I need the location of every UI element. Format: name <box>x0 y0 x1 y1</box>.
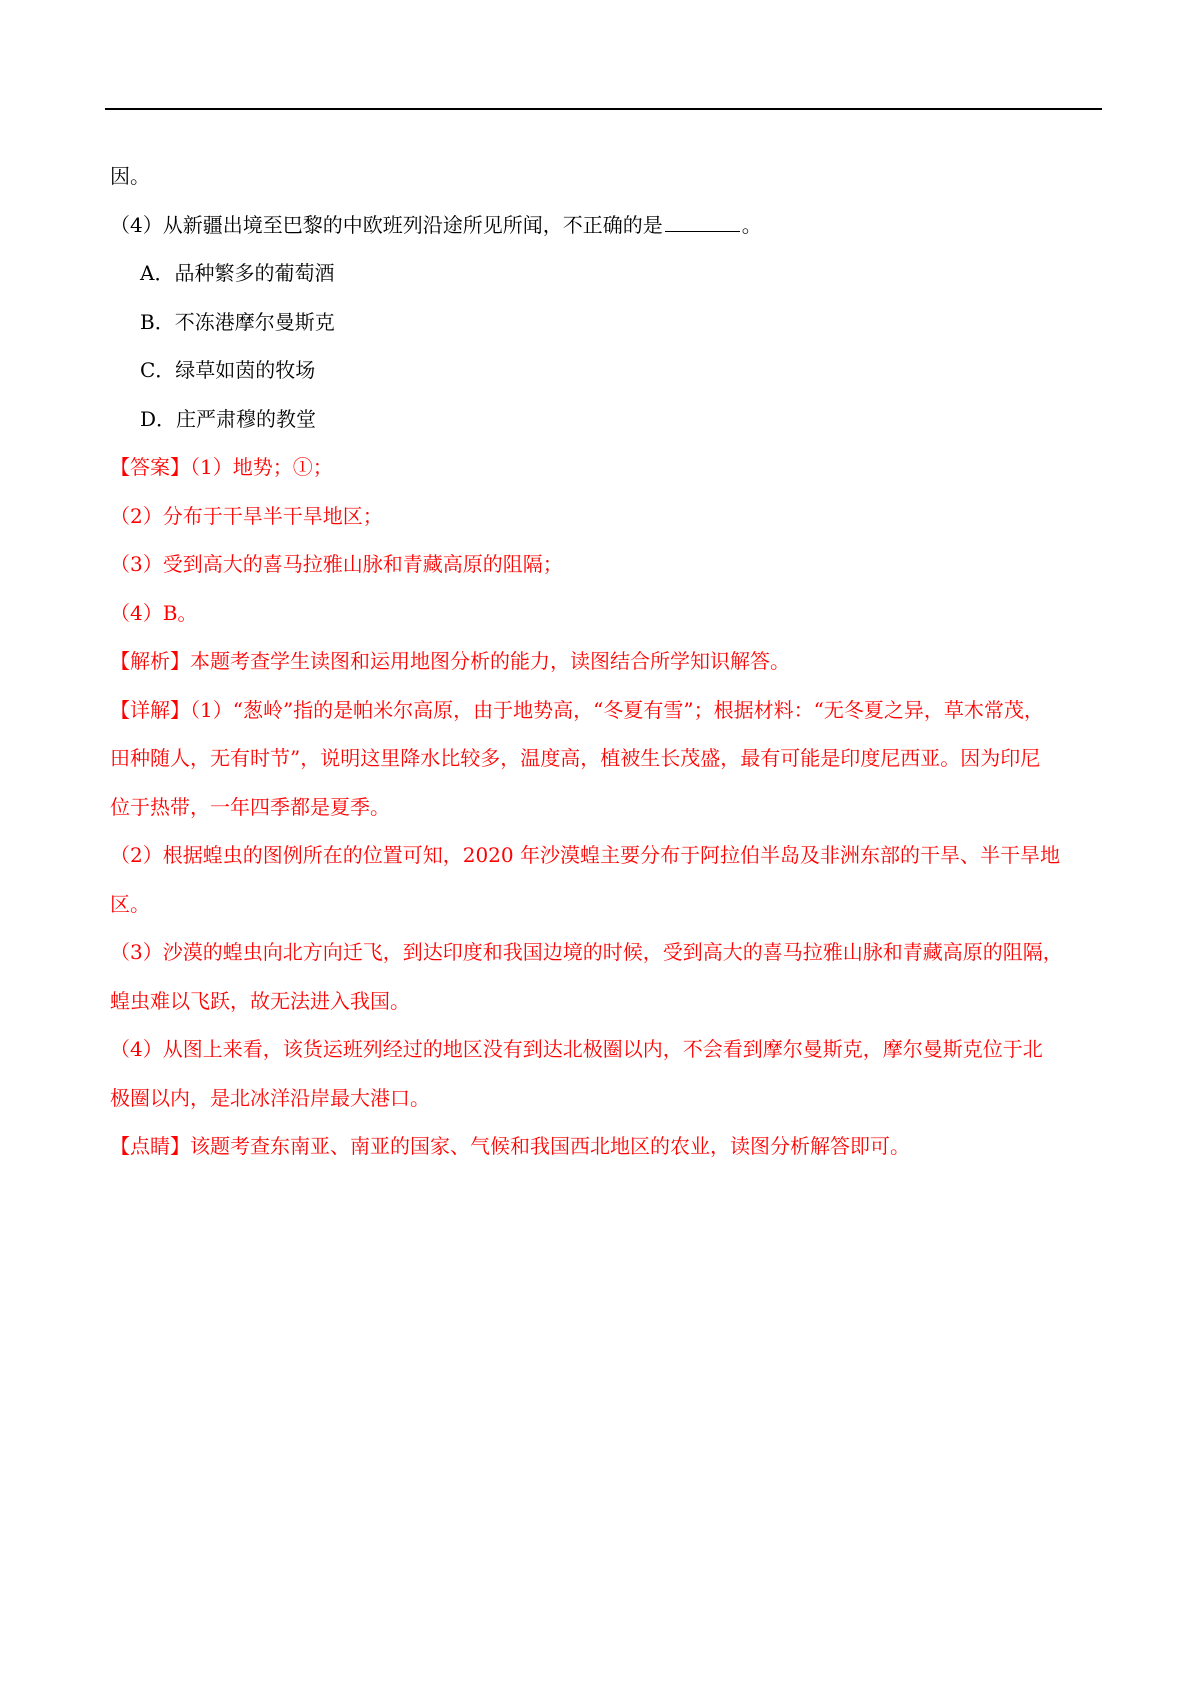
detail-line-8: （4）从图上来看，该货运班列经过的地区没有到达北极圈以内，不会看到摩尔曼斯克，摩尔曼斯克位于北 <box>110 1037 1043 1061</box>
comment-text: 该题考查东南亚、南亚的国家、气候和我国西北地区的农业，读图分析解答即可。 <box>190 1134 910 1158</box>
detail-text-1: （1）“葱岭”指的是帕米尔高原，由于地势高，“冬夏有雪”；根据材料：“无冬夏之异，草木常茂， <box>190 697 1044 722</box>
question-4-end: 。 <box>741 212 762 237</box>
answer-line-2: （2）分布于干旱半干旱地区； <box>110 503 383 528</box>
comment-line <box>110 1122 1100 1171</box>
answer-line-4: （4）B。 <box>110 600 198 625</box>
analysis-line <box>110 637 1100 686</box>
question-4 <box>110 201 1100 250</box>
option-d: D．庄严肃穆的教堂 <box>140 406 317 431</box>
detail-tag: 【详解】 <box>110 697 190 722</box>
detail-line-6: （3）沙漠的蝗虫向北方向迁飞，到达印度和我国边境的时候，受到高大的喜马拉雅山脉和青藏高原的阻隔， <box>110 940 1063 964</box>
analysis-tag: 【解析】 <box>110 649 190 673</box>
detail-line-1 <box>110 686 1100 735</box>
detail-line-4: （2）根据蝗虫的图例所在的位置可知，2020 年沙漠蝗主要分布于阿拉伯半岛及非洲东部的干旱、半干旱地 <box>110 843 1060 867</box>
answer-line-1 <box>110 443 1100 492</box>
option-a: A．品种繁多的葡萄酒 <box>140 261 335 285</box>
header-rule <box>105 108 1102 110</box>
analysis-text: 本题考查学生读图和运用地图分析的能力，读图结合所学知识解答。 <box>190 649 790 673</box>
answer-text-1: （1）地势；①； <box>190 455 333 479</box>
detail-line-7: 蝗虫难以飞跃，故无法进入我国。 <box>110 988 410 1013</box>
question-4-text: （4）从新疆出境至巴黎的中欧班列沿途所见所闻，不正确的是 <box>110 212 663 237</box>
question-continuation: 因。 <box>110 164 150 188</box>
detail-line-9: 极圈以内，是北冰洋沿岸最大港口。 <box>110 1085 430 1110</box>
option-c: C．绿草如茵的牧场 <box>140 358 316 382</box>
comment-tag: 【点睛】 <box>110 1134 190 1158</box>
option-b: B．不冻港摩尔曼斯克 <box>140 309 335 334</box>
detail-line-3: 位于热带，一年四季都是夏季。 <box>110 794 390 819</box>
detail-line-5: 区。 <box>110 891 150 916</box>
document-body <box>110 152 1100 1171</box>
detail-line-2: 田种随人，无有时节”，说明这里降水比较多，温度高，植被生长茂盛，最有可能是印度尼西亚。因为印尼 <box>110 746 1041 770</box>
answer-blank <box>665 211 740 232</box>
answer-tag: 【答案】 <box>110 455 190 479</box>
answer-line-3: （3）受到高大的喜马拉雅山脉和青藏高原的阻隔； <box>110 552 563 576</box>
